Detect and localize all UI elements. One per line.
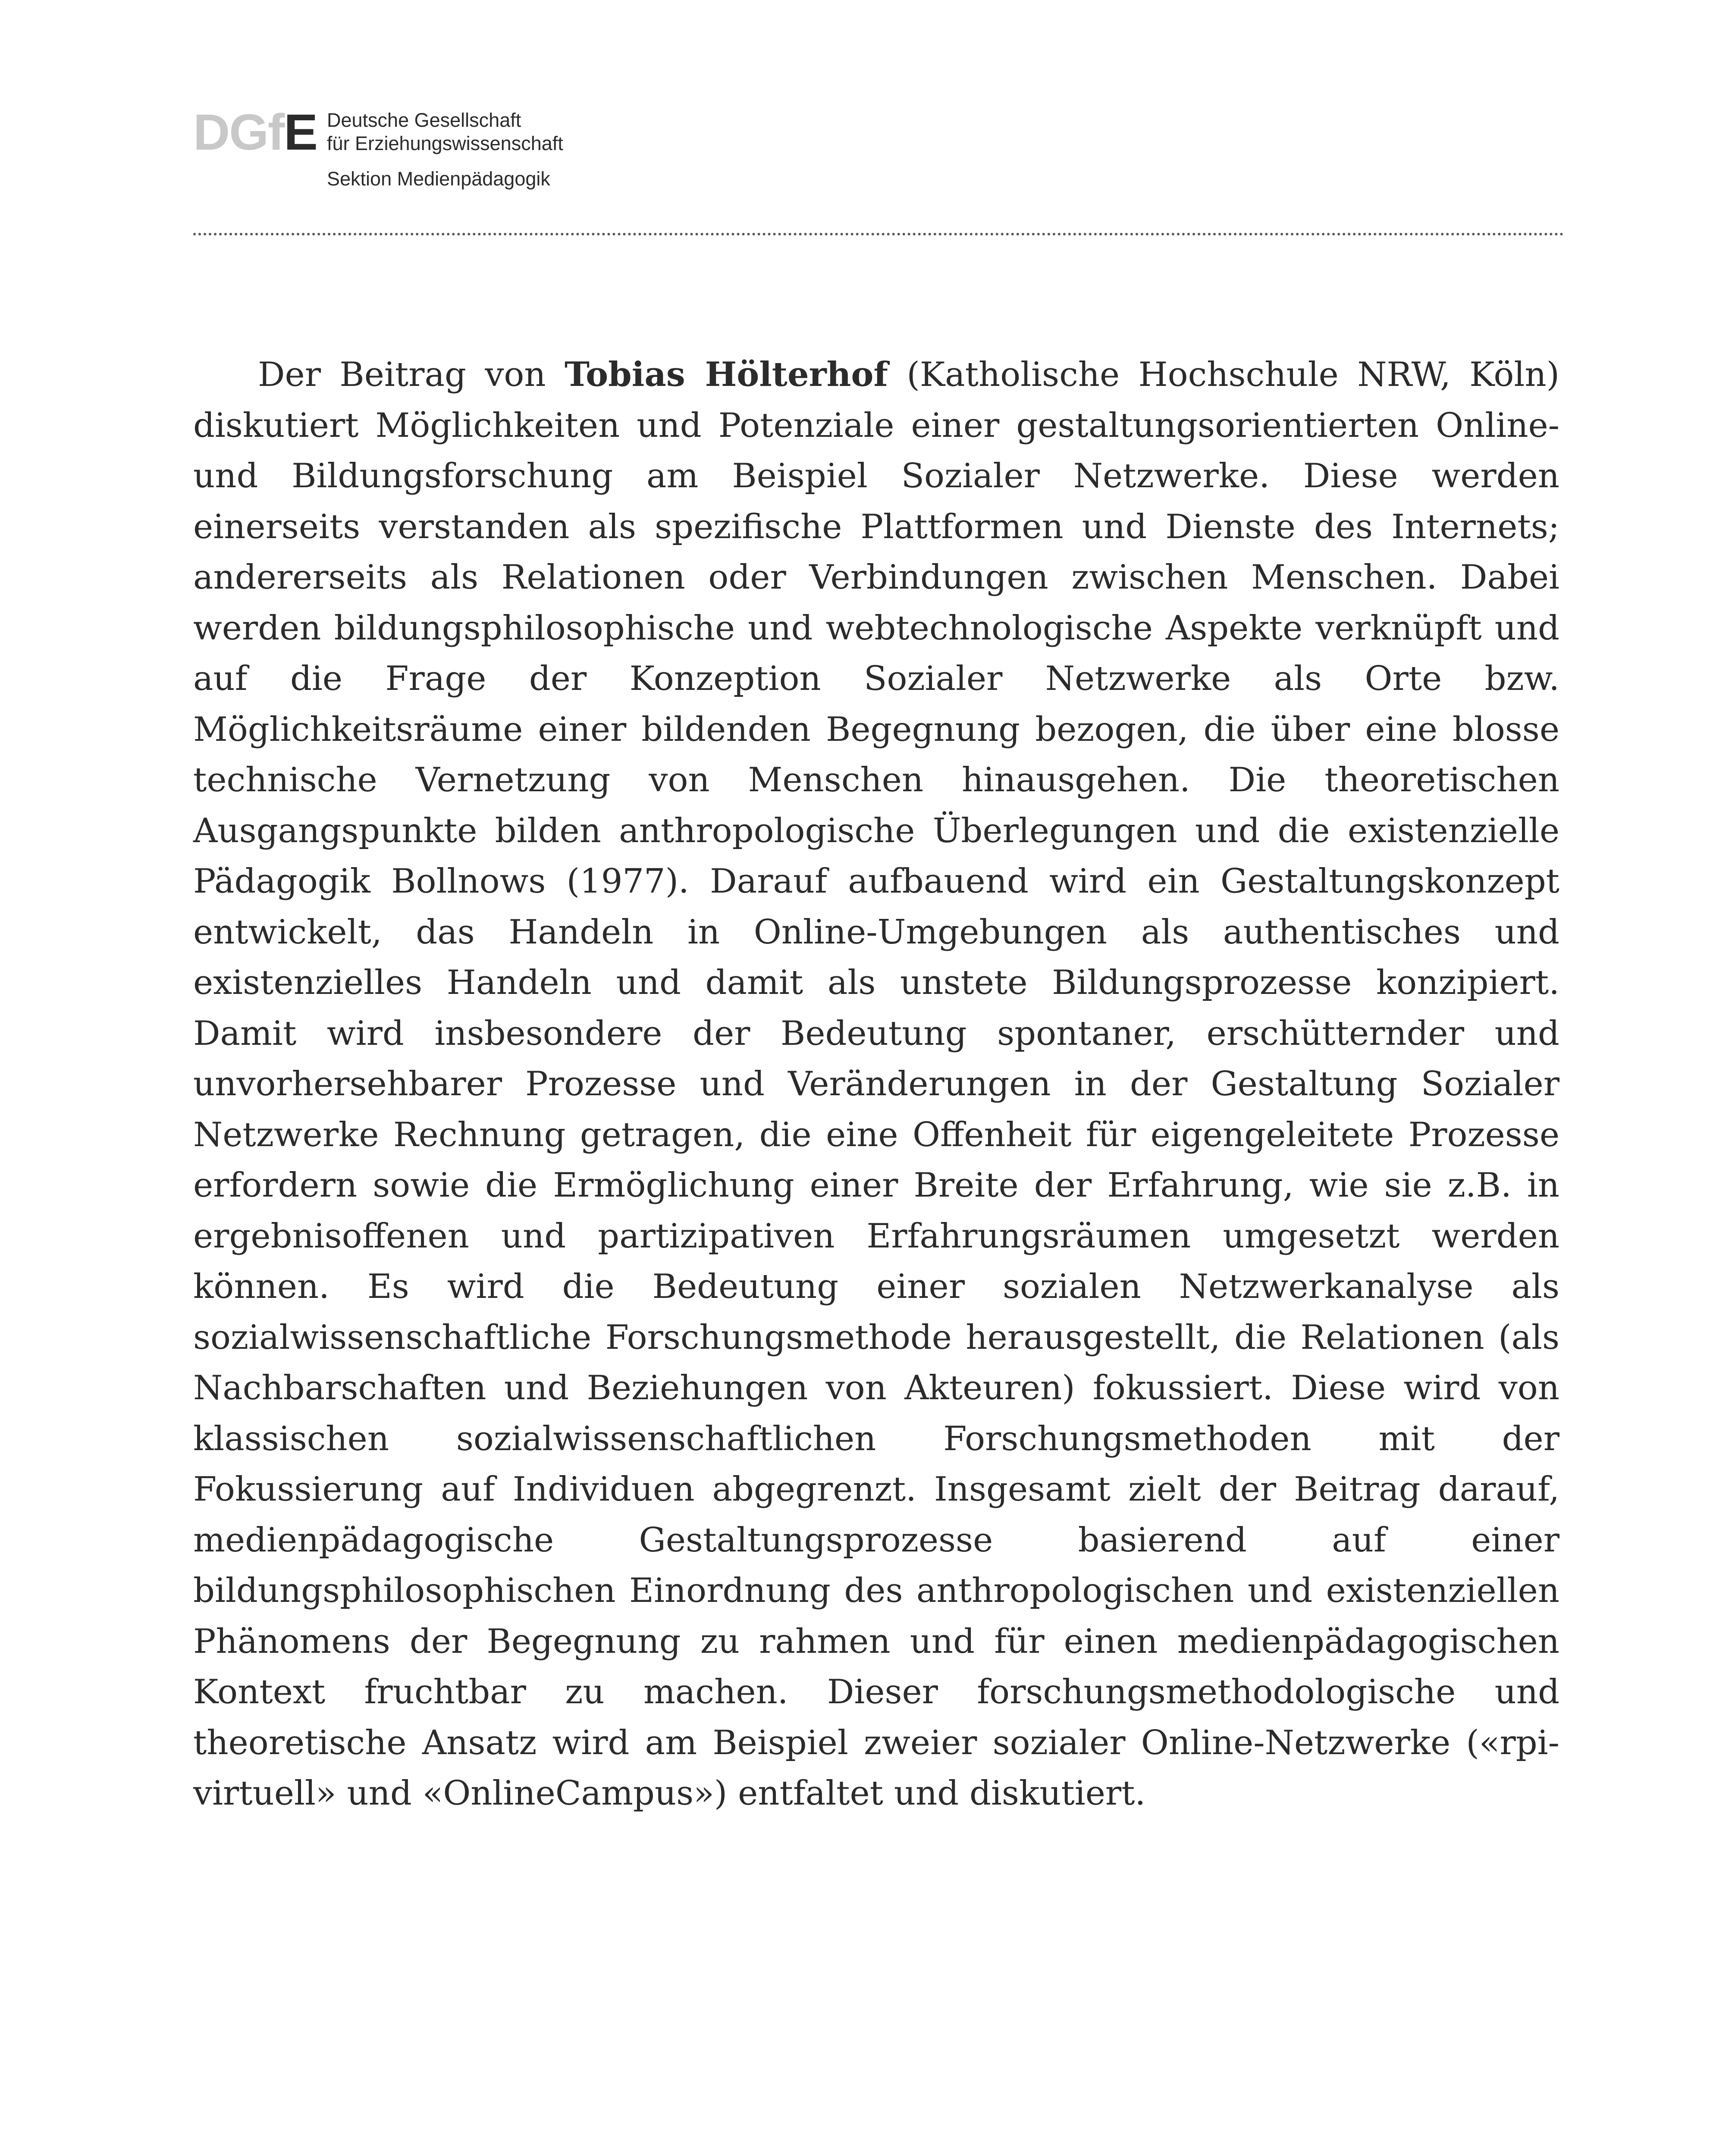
abstract-paragraph	[193, 349, 1559, 1819]
paragraph-text: (Katholische Hochschule NRW, Köln) diskutiert Möglichkeiten und Potenziale einer gestaltungsorientierten Online- und Bildungsforschung am Beispiel Sozialer Netzwerke. Diese werden einerseits verstanden als spezifische Plattformen und Dienste des Internets; andererseits als Relationen oder Verbindungen zwischen Menschen. Dabei werden bildungsphilosophische und webtechnologische Aspekte verknüpft und auf die Frage der Konzeption Sozialer Netzwerke als Orte bzw. Möglichkeitsräume einer bildenden Begegnung bezogen, die über eine blosse technische Vernetzung von Menschen hinausgehen. Die theoretischen Ausgangspunkte bilden anthropologische Überlegungen und die existenzielle Pädagogik Bollnows (1977). Darauf aufbauend wird ein Gestaltungskonzept entwickelt, das Handeln in Online-Umgebungen als authentisches und existenzielles Handeln und damit als unstete Bildungsprozesse konzipiert. Damit wird insbesondere der Bedeutung spontaner, erschütternder und unvorhersehbarer Prozesse und Veränderungen in der Gestaltung Sozialer Netzwerke Rechnung getragen, die eine Offenheit für eigengeleitete Prozesse erfordern sowie die Ermöglichung einer Breite der Erfahrung, wie sie z.B. in ergebnisoffenen und partizipativen Erfahrungsräumen umgesetzt werden können. Es wird die Bedeutung einer sozialen Netzwerkanalyse als sozialwissenschaftliche Forschungsmethode herausgestellt, die Relationen (als Nachbarschaften und Beziehungen von Akteuren) fokussiert. Diese wird von klassischen sozialwissenschaftlichen Forschungsmethoden mit der Fokussierung auf Individuen abgegrenzt. Insgesamt zielt der Beitrag darauf, medienpädagogische Gestaltungsprozesse basierend auf einer bildungsphilosophischen Einordnung des anthropologischen und existenziellen Phänomens der Begegnung zu rahmen und für einen medienpädagogischen Kontext fruchtbar zu machen. Dieser forschungsmethodologische und theoretische Ansatz wird am Beispiel zweier sozialer Online-Netzwerke («rpi-virtuell» und «OnlineCampus») entfaltet und diskutiert.	[193, 355, 1559, 1813]
logo-e: E	[284, 104, 317, 161]
paragraph-intro: Der Beitrag von	[258, 355, 565, 394]
organization-name	[327, 109, 563, 155]
dgfe-logo-mark	[193, 104, 317, 161]
author-name: Tobias Hölterhof	[565, 355, 888, 394]
dgfe-logo	[193, 104, 668, 202]
organization-name-line1: Deutsche Gesellschaft	[327, 109, 521, 131]
logo-dg: DG	[193, 104, 268, 161]
header-dotted-divider	[193, 233, 1564, 235]
section-name: Sektion Medienpädagogik	[327, 168, 550, 190]
logo-f: f	[268, 104, 284, 161]
organization-name-line2: für Erziehungswissenschaft	[327, 132, 563, 154]
